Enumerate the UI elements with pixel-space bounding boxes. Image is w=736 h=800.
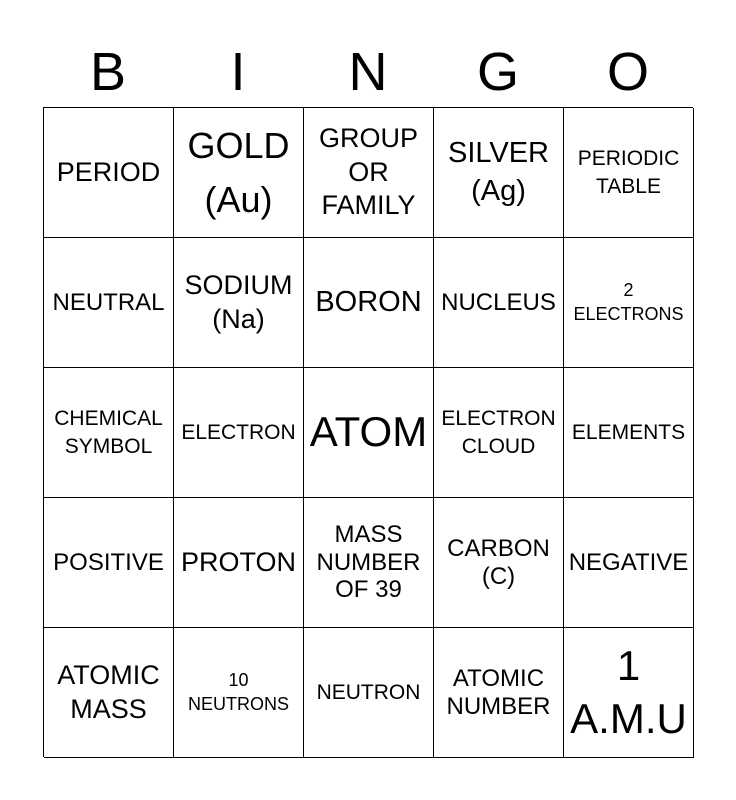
cell-label: NEUTRON xyxy=(316,680,421,704)
cell-label: ATOMIC MASS xyxy=(57,659,160,724)
bingo-cell[interactable] xyxy=(174,628,304,758)
bingo-header xyxy=(43,40,693,104)
header-letter-b: B xyxy=(89,42,127,102)
cell-label: SILVER (Ag) xyxy=(447,136,549,207)
bingo-cell[interactable] xyxy=(564,628,694,758)
bingo-cell[interactable] xyxy=(174,108,304,238)
cell-label: 1 A.M.U xyxy=(570,642,687,742)
bingo-cell[interactable] xyxy=(434,238,564,368)
cell-label: 10 NEUTRONS xyxy=(187,670,289,714)
bingo-cell[interactable] xyxy=(174,498,304,628)
bingo-cell[interactable] xyxy=(44,368,174,498)
cell-label: NEUTRAL xyxy=(52,288,165,316)
cell-label: ELECTRON CLOUD xyxy=(441,407,556,458)
bingo-cell[interactable] xyxy=(304,238,434,368)
cell-label: MASS NUMBER OF 39 xyxy=(316,521,421,604)
bingo-cell[interactable] xyxy=(304,628,434,758)
cell-label: GOLD (Au) xyxy=(187,124,290,220)
cell-label: PERIODIC TABLE xyxy=(577,147,680,198)
bingo-cell[interactable] xyxy=(564,108,694,238)
bingo-cell[interactable] xyxy=(434,368,564,498)
cell-label: ELEMENTS xyxy=(571,420,686,444)
header-letter-i: I xyxy=(230,42,246,102)
cell-label: BORON xyxy=(315,285,422,318)
bingo-cell[interactable] xyxy=(564,238,694,368)
bingo-cell[interactable] xyxy=(174,368,304,498)
bingo-cell[interactable] xyxy=(304,108,434,238)
bingo-cell[interactable] xyxy=(44,628,174,758)
cell-label: NUCLEUS xyxy=(441,288,556,316)
cell-label: POSITIVE xyxy=(53,548,164,576)
bingo-cell[interactable] xyxy=(434,498,564,628)
bingo-cell[interactable] xyxy=(564,498,694,628)
cell-label: CARBON (C) xyxy=(447,534,550,590)
cell-label: CHEMICAL SYMBOL xyxy=(54,407,163,458)
bingo-cell[interactable] xyxy=(44,238,174,368)
bingo-cell[interactable] xyxy=(304,498,434,628)
cell-label: GROUP OR FAMILY xyxy=(318,122,418,221)
bingo-cell[interactable] xyxy=(174,238,304,368)
cell-label: PERIOD xyxy=(56,156,161,187)
bingo-board xyxy=(43,107,693,757)
bingo-cell[interactable] xyxy=(434,628,564,758)
bingo-cell[interactable] xyxy=(304,368,434,498)
header-letter-g: G xyxy=(476,42,519,102)
bingo-cell[interactable] xyxy=(44,498,174,628)
cell-label: SODIUM (Na) xyxy=(184,269,293,334)
cell-label: PROTON xyxy=(180,546,296,577)
header-letter-n: N xyxy=(348,42,388,102)
bingo-cell[interactable] xyxy=(434,108,564,238)
cell-label: NEGATIVE xyxy=(568,548,689,576)
header-letter-o: O xyxy=(606,42,649,102)
cell-label: ATOM xyxy=(309,408,428,456)
cell-label: 2 ELECTRONS xyxy=(573,280,684,324)
cell-label: ATOMIC NUMBER xyxy=(446,664,551,720)
bingo-cell[interactable] xyxy=(564,368,694,498)
cell-label: ELECTRON xyxy=(181,420,296,444)
bingo-cell[interactable] xyxy=(44,108,174,238)
